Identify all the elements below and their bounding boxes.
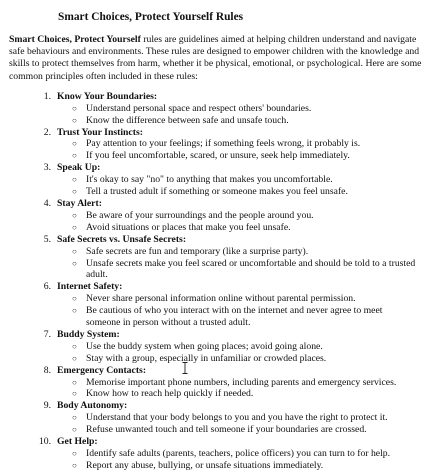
- sub-point-text: Memorise important phone numbers, including parents and emergency services.: [86, 376, 397, 388]
- rule-number: 9.: [43, 400, 51, 412]
- sub-point: [9, 103, 424, 115]
- hollow-bullet-icon: ○: [72, 258, 77, 268]
- rule-number: 8.: [43, 364, 51, 376]
- sub-point-text: Be aware of your surroundings and the people around you.: [86, 209, 314, 221]
- sub-point-text: Use the buddy system when going places; avoid going alone.: [86, 340, 323, 352]
- rule-number: 5.: [43, 233, 51, 245]
- rule-title: Buddy System:: [57, 328, 120, 340]
- sub-point: [9, 388, 424, 400]
- sub-point: [9, 115, 424, 127]
- rule-title: Internet Safety:: [57, 281, 123, 293]
- hollow-bullet-icon: ○: [72, 246, 77, 256]
- sub-point-text: Be cautious of who you interact with on the internet and never agree to meet someone in person without a trusted adult.: [86, 305, 383, 329]
- hollow-bullet-icon: ○: [72, 306, 77, 316]
- hollow-bullet-icon: ○: [72, 353, 77, 363]
- rule-item: [9, 91, 424, 127]
- rule-sub-list: [9, 293, 424, 329]
- hollow-bullet-icon: ○: [72, 222, 77, 232]
- intro-text: rules are guidelines aimed at helping children understand and navigate safe behaviours and environments. These rules are designed to empower children with the knowledge and skills to protect themselves from harm, whether it be physical, emotional, or psychological. Here are some common principles often included in these rules:: [9, 34, 422, 82]
- sub-point-text: It's okay to say "no" to anything that makes you uncomfortable.: [86, 174, 333, 186]
- rule-item: [9, 198, 424, 234]
- document-title: Smart Choices, Protect Yourself Rules: [58, 11, 244, 23]
- rule-item: [9, 281, 424, 329]
- rule-sub-list: [9, 138, 424, 162]
- rule-title: Speak Up:: [57, 162, 101, 174]
- text-cursor-icon: [182, 362, 188, 374]
- rule-number: 3.: [43, 162, 51, 174]
- sub-point-text: Safe secrets are fun and temporary (like a surprise party).: [86, 245, 309, 257]
- sub-point: [9, 448, 424, 460]
- sub-point: [9, 222, 424, 234]
- hollow-bullet-icon: ○: [72, 449, 77, 458]
- sub-point-text: If you feel uncomfortable, scared, or unsure, seek help immediately.: [86, 150, 350, 162]
- rule-number: 4.: [43, 197, 51, 209]
- hollow-bullet-icon: ○: [72, 413, 77, 423]
- hollow-bullet-icon: ○: [72, 377, 77, 387]
- rule-number: 6.: [43, 281, 51, 293]
- rule-item: [9, 436, 424, 472]
- rule-item: [9, 400, 424, 436]
- intro-bold-text: Smart Choices, Protect Yourself: [9, 34, 141, 45]
- hollow-bullet-icon: ○: [72, 175, 77, 185]
- hollow-bullet-icon: ○: [72, 103, 77, 113]
- sub-point-text: Tell a trusted adult if something or someone makes you feel unsafe.: [86, 186, 348, 198]
- rule-title: Stay Alert:: [57, 197, 102, 209]
- sub-point: [9, 293, 424, 305]
- hollow-bullet-icon: ○: [72, 139, 77, 149]
- rule-sub-list: [9, 377, 424, 401]
- sub-point-text: Pay attention to your feelings; if something feels wrong, it probably is.: [86, 138, 361, 150]
- sub-point: [9, 353, 424, 365]
- sub-point: [9, 174, 424, 186]
- sub-point-text: Avoid situations or places that make you feel unsafe.: [86, 221, 291, 233]
- rule-item: [9, 162, 424, 198]
- rule-sub-list: [9, 174, 424, 198]
- sub-point-text: Know the difference between safe and unsafe touch.: [86, 114, 289, 126]
- hollow-bullet-icon: ○: [72, 460, 77, 470]
- hollow-bullet-icon: ○: [72, 187, 77, 197]
- rule-sub-list: [9, 448, 424, 472]
- sub-point-text: Refuse unwanted touch and tell someone if your boundaries are crossed.: [86, 424, 367, 436]
- sub-point: [9, 138, 424, 150]
- hollow-bullet-icon: ○: [72, 341, 77, 351]
- rules-list: [9, 91, 424, 472]
- rule-title: Emergency Contacts:: [57, 364, 147, 376]
- rule-item: [9, 365, 424, 401]
- hollow-bullet-icon: ○: [72, 210, 77, 220]
- sub-point-text: Report any abuse, bullying, or unsafe situations immediately.: [86, 459, 324, 471]
- sub-point-text: Stay with a group, especially in unfamiliar or crowded places.: [86, 352, 327, 364]
- rule-title: Safe Secrets vs. Unsafe Secrets:: [57, 233, 187, 245]
- rule-item: [9, 127, 424, 163]
- sub-point: [9, 150, 424, 162]
- sub-point: [9, 412, 424, 424]
- hollow-bullet-icon: ○: [72, 151, 77, 161]
- rule-title: Trust Your Instincts:: [57, 126, 143, 138]
- rule-title: Body Autonomy:: [57, 400, 128, 412]
- sub-point: [9, 246, 424, 258]
- sub-point: [9, 341, 424, 353]
- rule-item: [9, 329, 424, 365]
- hollow-bullet-icon: ○: [72, 294, 77, 304]
- sub-point: [9, 460, 424, 472]
- sub-point: [9, 305, 424, 329]
- sub-point-text: Identify safe adults (parents, teachers, police officers) you can turn to for help.: [86, 448, 391, 459]
- sub-point-text: Understand personal space and respect others' boundaries.: [86, 102, 312, 114]
- rule-title: Get Help:: [57, 436, 98, 448]
- rule-sub-list: [9, 412, 424, 436]
- rule-item: [9, 234, 424, 282]
- hollow-bullet-icon: ○: [72, 115, 77, 125]
- rule-number: 1.: [43, 90, 51, 102]
- sub-point-text: Know how to reach help quickly if needed.: [86, 388, 254, 400]
- intro-paragraph: [9, 34, 424, 83]
- rule-number: 10.: [38, 436, 51, 448]
- rule-sub-list: [9, 210, 424, 234]
- rule-number: 2.: [43, 126, 51, 138]
- sub-point: [9, 424, 424, 436]
- sub-point: [9, 186, 424, 198]
- sub-point: [9, 210, 424, 222]
- rule-sub-list: [9, 246, 424, 282]
- sub-point: [9, 377, 424, 389]
- rule-sub-list: [9, 341, 424, 365]
- rule-number: 7.: [43, 328, 51, 340]
- sub-point-text: Understand that your body belongs to you and you have the right to protect it.: [86, 412, 388, 424]
- hollow-bullet-icon: ○: [72, 425, 77, 435]
- rule-title: Know Your Boundaries:: [57, 90, 158, 102]
- sub-point-text: Unsafe secrets make you feel scared or uncomfortable and should be told to a trusted adult.: [86, 257, 416, 281]
- sub-point-text: Never share personal information online without parental permission.: [86, 293, 356, 305]
- hollow-bullet-icon: ○: [72, 389, 77, 399]
- rule-sub-list: [9, 103, 424, 127]
- sub-point: [9, 258, 424, 282]
